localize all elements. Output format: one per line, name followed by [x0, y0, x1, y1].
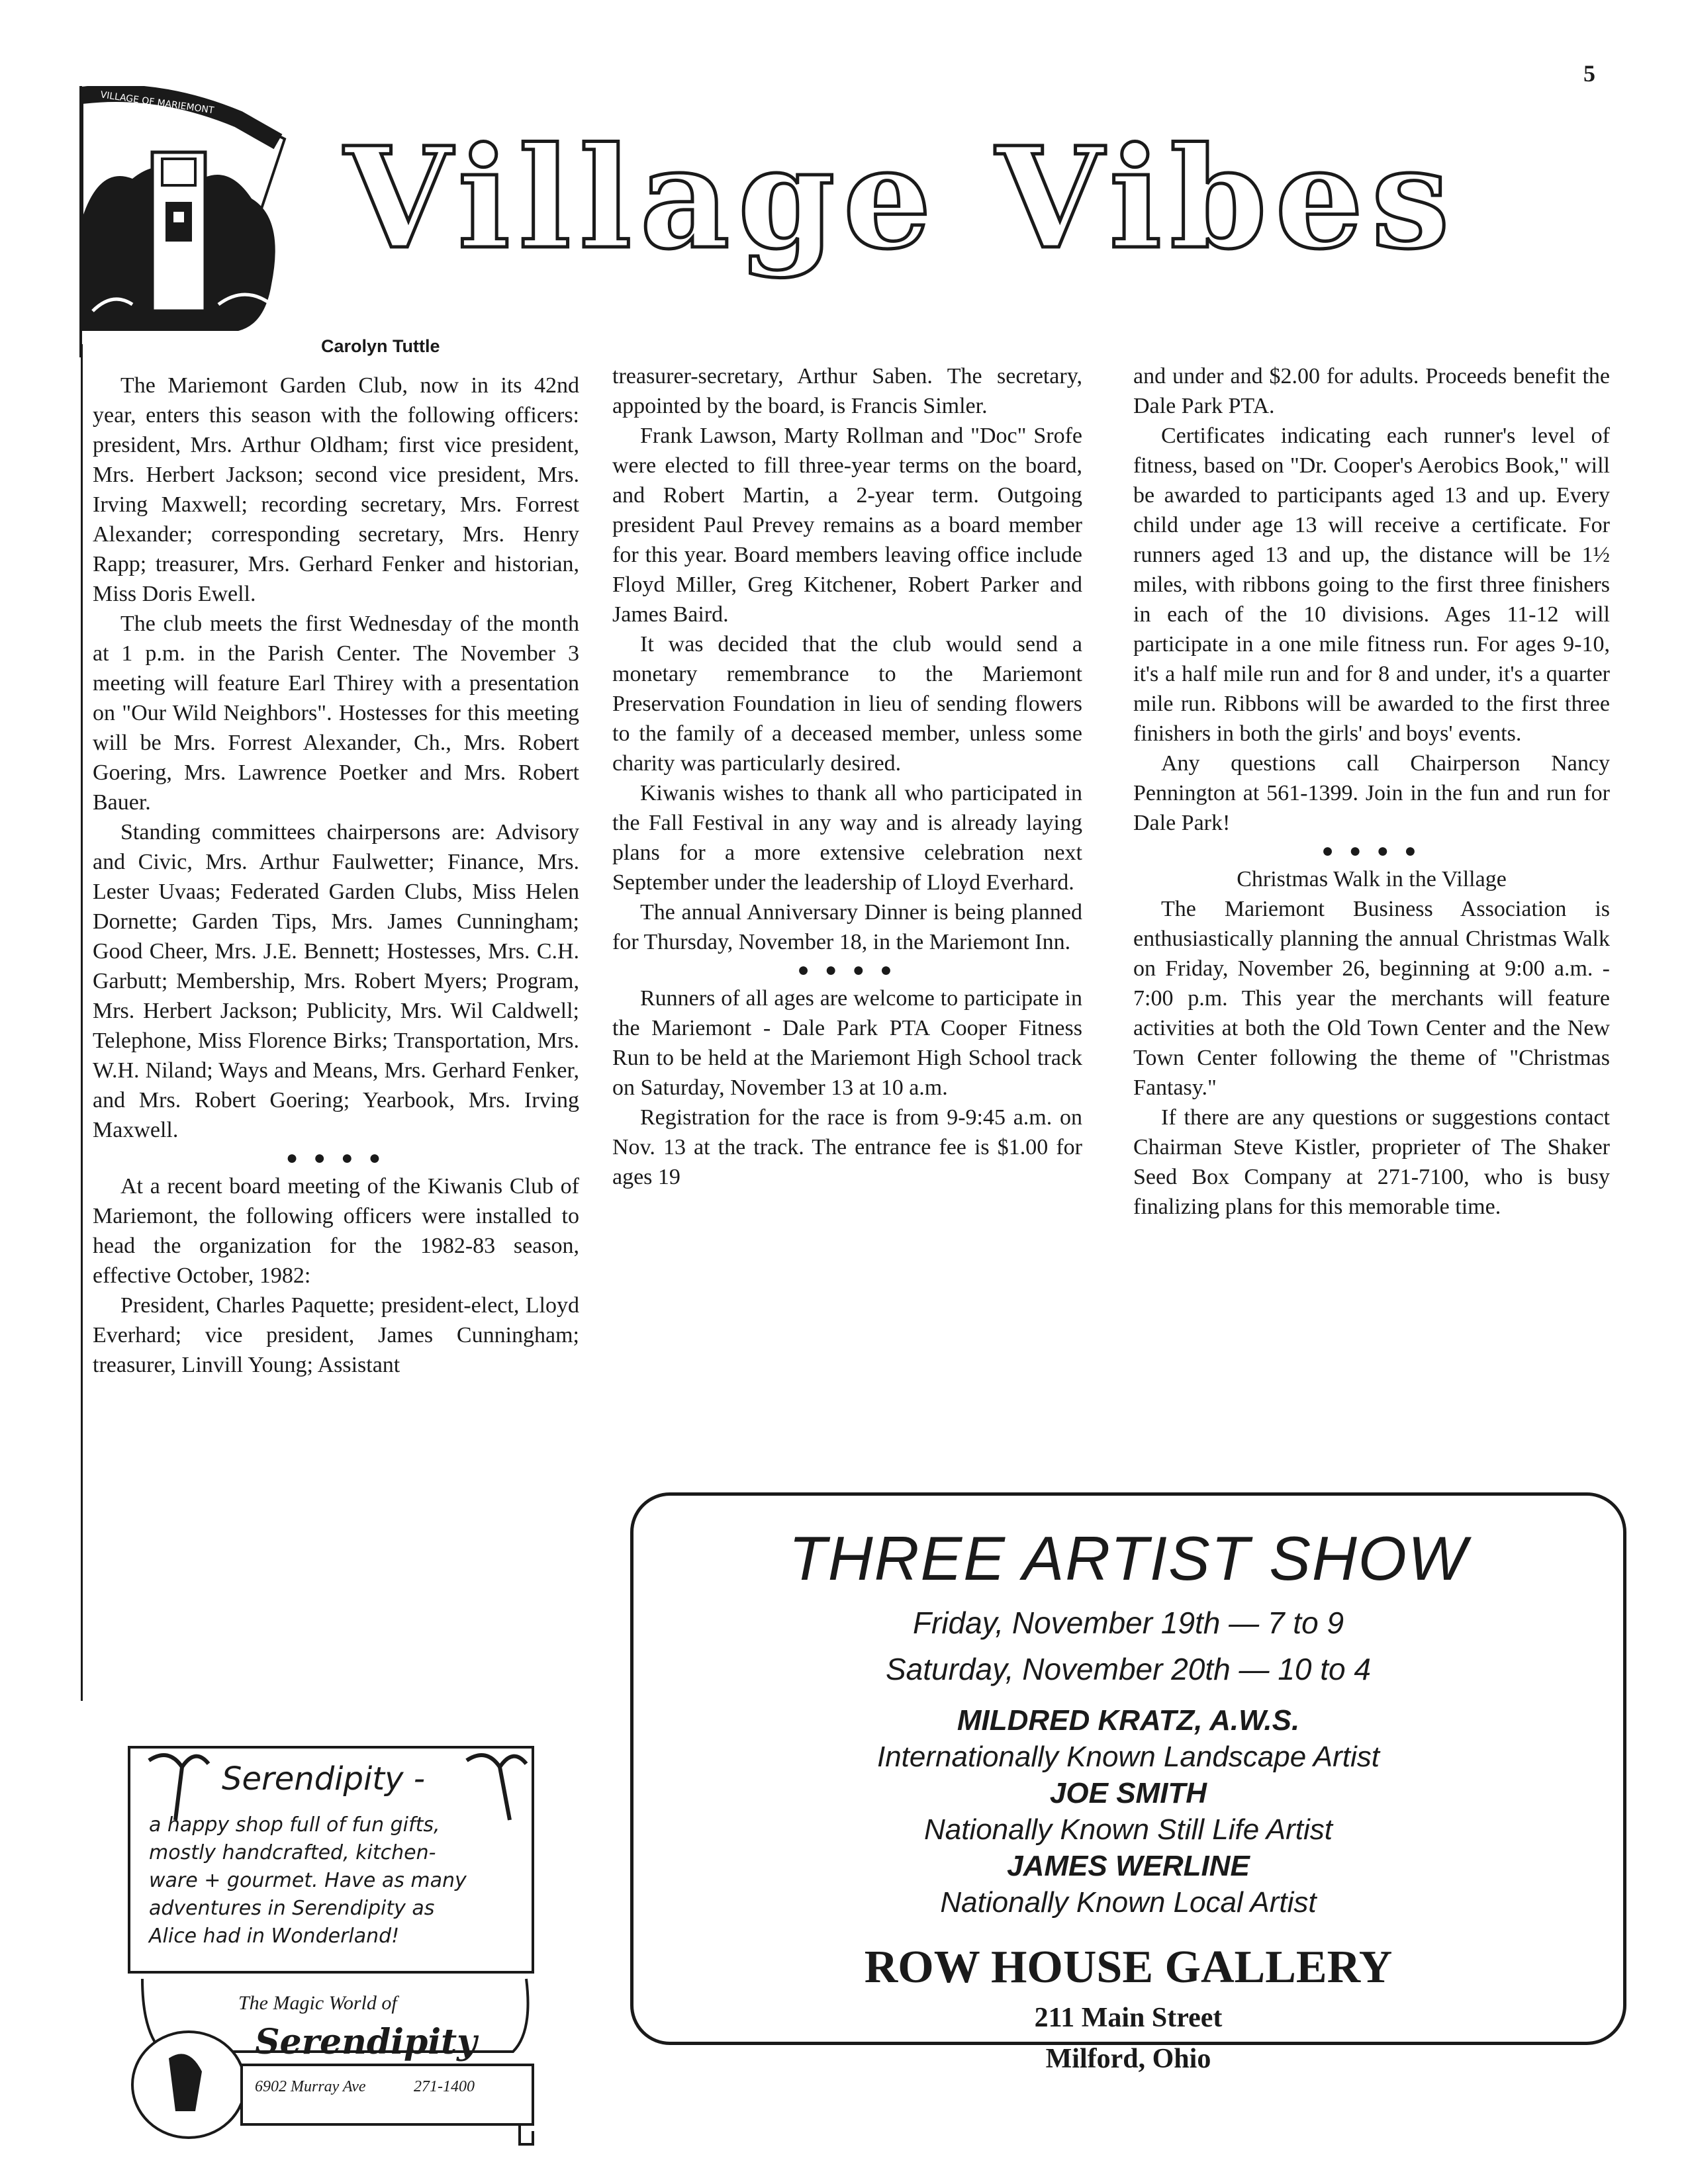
paragraph: Kiwanis wishes to thank all who participated in the Fall Festival in any way and is already laying plans for a more extensive celebration next September under the leadership of Lloyd Everhard.	[612, 781, 1082, 895]
artist-desc: Nationally Known Still Life Artist	[923, 1813, 1333, 1846]
artist-name: MILDRED KRATZ, A.W.S.	[957, 1704, 1300, 1737]
serendipity-copy: adventures in Serendipity as	[149, 1897, 435, 1920]
column-2	[612, 361, 1082, 1192]
column-rule	[81, 344, 83, 1701]
show-title: THREE ARTIST SHOW	[788, 1524, 1468, 1593]
column-1	[93, 371, 579, 1380]
paragraph: Any questions call Chairperson Nancy Pennington at 561-1399. Join in the fun and run for Dale Park!	[1133, 751, 1610, 835]
serendipity-copy: a happy shop full of fun gifts,	[149, 1813, 440, 1837]
serendipity-address: 6902 Murray Ave	[255, 2078, 366, 2095]
paragraph: At a recent board meeting of the Kiwanis Club of Mariemont, the following officers were installed to head the organization for the 1982-83 season, effective October, 1982:	[93, 1174, 579, 1288]
serendipity-heading: Serendipity -	[222, 1760, 426, 1797]
paragraph: The Mariemont Business Association is enthusiastically planning the annual Christmas Walk on Friday, November 26, beginning at 9:00 a.m. - 7:00 p.m. This year the merchants will feature activities at both the Old Town Center and the New Town Center following the theme of "Christmas Fantasy."	[1133, 897, 1610, 1100]
paragraph: Runners of all ages are welcome to participate in the Mariemont - Dale Park PTA Cooper Fitness Run to be held at the Mariemont High School track on Saturday, November 13 at 10 a.m.	[612, 986, 1082, 1100]
paragraph: Certificates indicating each runner's level of fitness, based on "Dr. Cooper's Aerobics Book," will be awarded to participants aged 13 and up. Every child under age 13 will receive a certificate. For runners aged 13 and up, the distance will be 1½ miles, with ribbons going to the first three finishers in each of the 10 divisions. Ages 11-12 will participate in a one mile fitness run. For ages 9-10, it's a half mile run and for 8 and under, it's a quarter mile run. Ribbons will be awarded to the first three finishers in both the girls' and boys' events.	[1133, 424, 1610, 746]
separator-bullets: ● ● ● ●	[1321, 840, 1422, 862]
paragraph: Frank Lawson, Marty Rollman and "Doc" Srofe were elected to fill three-year terms on the board, and Robert Martin, a 2-year term. Outgoing president Paul Prevey remains as a board member for this year. Board members leaving office include Floyd Miller, Greg Kitchener, Robert Parker and James Baird.	[612, 424, 1082, 627]
paragraph: Registration for the race is from 9-9:45 a.m. on Nov. 13 at the track. The entrance fee is $1.00 for ages 19	[612, 1105, 1082, 1189]
artist-desc: Internationally Known Landscape Artist	[876, 1741, 1380, 1773]
serendipity-copy: ware + gourmet. Have as many	[149, 1869, 467, 1892]
column-3	[1133, 361, 1610, 1222]
village-logo-icon	[73, 86, 311, 357]
section-subhead: Christmas Walk in the Village	[1237, 867, 1507, 891]
three-artist-show-ad	[630, 1492, 1626, 2074]
logo-lettering: VILLAGE OF MARIEMONT	[99, 89, 215, 116]
paragraph: If there are any questions or suggestions contact Chairman Steve Kistler, proprieter of The Shaker Seed Box Company at 271-7100, who is busy finalizing plans for this memorable time.	[1133, 1105, 1610, 1219]
serendipity-tagline: The Magic World of	[238, 1992, 397, 2014]
paragraph: It was decided that the club would send a monetary remembrance to the Mariemont Preservation Foundation in lieu of sending flowers to the family of a deceased member, unless some charity was particularly desired.	[612, 632, 1082, 776]
separator-bullets: ● ● ● ●	[286, 1147, 386, 1169]
show-date: Saturday, November 20th — 10 to 4	[886, 1652, 1371, 1686]
masthead-title: Village Vibes	[344, 116, 1458, 280]
paragraph: The annual Anniversary Dinner is being planned for Thursday, November 18, in the Mariemont Inn.	[612, 900, 1082, 954]
artist-name: JAMES WERLINE	[1007, 1850, 1250, 1882]
artist-name: JOE SMITH	[1049, 1777, 1207, 1809]
serendipity-copy: mostly handcrafted, kitchen-	[149, 1841, 436, 1864]
serendipity-copy: Alice had in Wonderland!	[149, 1925, 400, 1948]
paragraph: treasurer-secretary, Arthur Saben. The secretary, appointed by the board, is Francis Simler.	[612, 364, 1082, 418]
artist-desc: Nationally Known Local Artist	[940, 1886, 1317, 1919]
show-date: Friday, November 19th — 7 to 9	[912, 1606, 1344, 1640]
gallery-name: ROW HOUSE GALLERY	[864, 1942, 1393, 1993]
paragraph: The club meets the first Wednesday of the month at 1 p.m. in the Parish Center. The November 3 meeting will feature Earl Thirey with a presentation on "Our Wild Neighbors". Hostesses for this meeting will be Mrs. Forrest Alexander, Ch., Mrs. Robert Goering, Mrs. Lawrence Poetker and Mrs. Robert Bauer.	[93, 612, 579, 815]
separator-bullets: ● ● ● ●	[797, 959, 898, 981]
paragraph: The Mariemont Garden Club, now in its 42nd year, enters this season with the following officers: president, Mrs. Arthur Oldham; first vice president, Mrs. Herbert Jackson; second vice president, Mrs. Irving Maxwell; recording secretary, Mrs. Forrest Alexander; corresponding secretary, Mrs. Henry Rapp; treasurer, Mrs. Gerhard Fenker and historian, Miss Doris Ewell.	[93, 373, 579, 606]
gallery-city: Milford, Ohio	[1045, 2044, 1211, 2074]
paragraph: President, Charles Paquette; president-elect, Lloyd Everhard; vice president, James Cunningham; treasurer, Linvill Young; Assistant	[93, 1293, 579, 1377]
byline: Carolyn Tuttle	[321, 336, 440, 356]
serendipity-phone: 271-1400	[414, 2078, 475, 2095]
paragraph: Standing committees chairpersons are: Advisory and Civic, Mrs. Arthur Faulwetter; Finance, Mrs. Lester Uvaas; Federated Garden Clubs, Miss Helen Dornette; Garden Tips, Mrs. James Cunningham; Good Cheer, Mrs. J.E. Bennett; Hostesses, Mrs. C.H. Garbutt; Membership, Mrs. Robert Myers; Program, Mrs. Herbert Jackson; Publicity, Mrs. Wil Caldwell; Telephone, Miss Florence Birks; Transportation, Mrs. W.H. Niland; Ways and Means, Mrs. Gerhard Fenker, and Mrs. Robert Goering; Yearbook, Mrs. Irving Maxwell.	[93, 820, 579, 1142]
serendipity-name: Serendipity	[255, 2022, 477, 2062]
serendipity-ad	[122, 1741, 553, 2151]
paragraph: and under and $2.00 for adults. Proceeds benefit the Dale Park PTA.	[1133, 364, 1610, 418]
page-number: 5	[1583, 60, 1595, 87]
gallery-address: 211 Main Street	[1034, 2003, 1223, 2033]
